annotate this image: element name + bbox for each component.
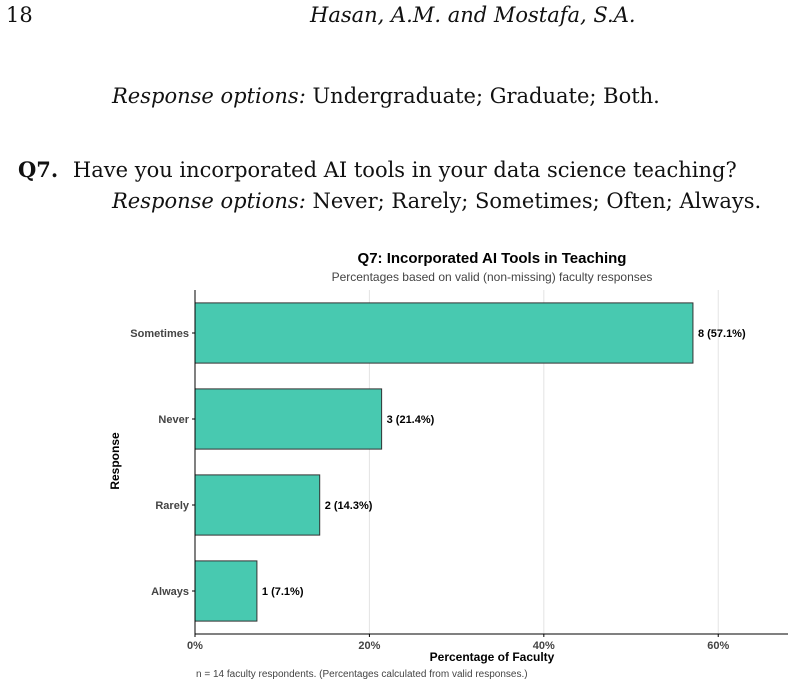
bar-data-label: 3 (21.4%) [386, 414, 435, 426]
running-head: Hasan, A.M. and Mostafa, S.A. [310, 3, 636, 27]
x-axis-label: Percentage of Faculty [429, 650, 555, 664]
question-label: Q7. [18, 157, 59, 182]
bar [195, 475, 320, 535]
bar [195, 389, 382, 449]
category-label: Never [158, 414, 189, 426]
bars [195, 303, 746, 621]
category-label: Rarely [155, 500, 189, 512]
response-options-text: Never; Rarely; Sometimes; Often; Always. [312, 189, 762, 213]
response-options-text: Undergraduate; Graduate; Both. [312, 84, 660, 108]
chart-subtitle: Percentages based on valid (non-missing) faculty responses [331, 270, 653, 284]
question-q7 [18, 157, 737, 182]
x-tick-label: 60% [707, 640, 730, 652]
question-text: Have you incorporated AI tools in your data science teaching? [72, 158, 737, 182]
bar-data-label: 1 (7.1%) [261, 586, 304, 598]
x-tick-label: 20% [358, 640, 381, 652]
category-label: Always [151, 586, 189, 598]
page-number: 18 [6, 3, 33, 27]
x-tick-label: 40% [532, 640, 555, 652]
bar-data-label: 2 (14.3%) [324, 500, 373, 512]
x-tick-label: 0% [187, 640, 203, 652]
q7-response-options [112, 189, 761, 213]
bar-data-label: 8 (57.1%) [697, 328, 746, 340]
category-labels [130, 328, 195, 598]
response-options-label: Response options: [112, 189, 306, 213]
bar-chart [0, 230, 796, 686]
chart-title: Q7: Incorporated AI Tools in Teaching [357, 250, 627, 267]
bar [195, 561, 257, 621]
y-axis-label: Response [108, 432, 122, 490]
chart-caption: n = 14 faculty respondents. (Percentages calculated from valid responses.) [196, 669, 528, 680]
bar [195, 303, 693, 363]
previous-response-options [112, 84, 660, 108]
response-options-label: Response options: [112, 84, 306, 108]
category-label: Sometimes [130, 328, 189, 340]
